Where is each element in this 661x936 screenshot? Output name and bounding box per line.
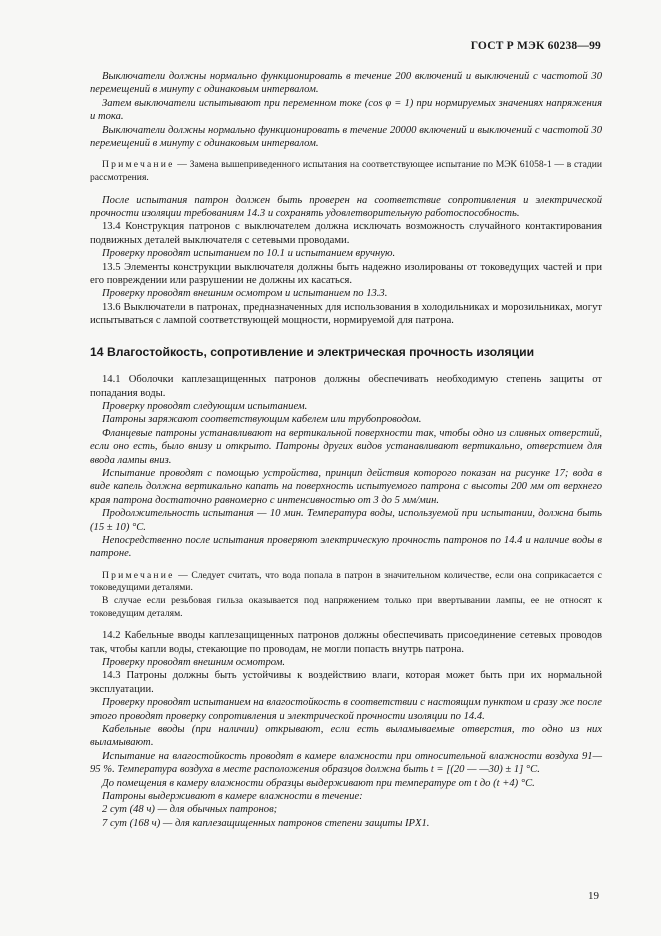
paragraph: Испытание проводят с помощью устройства, принцип действия которого показан на рисунке 17; вода в виде капель должна вертикально капать на поверхность испытуемого патрона с высоты 200 мм от верхнего края патрона достаточно равномерно с интенсивностью от 3 до 5 мм/мин. <box>90 467 602 506</box>
note <box>90 159 602 184</box>
paragraph: 13.4 Конструкция патронов с выключателем должна исключать возможность случайного контактирования подвижных деталей выключателя с сетевыми проводами. <box>90 221 602 246</box>
section-heading: 14 Влагостойкость, сопротивление и электрическая прочность изоляции <box>90 344 535 359</box>
note <box>90 570 602 595</box>
note-text: — Замена вышеприведенного испытания на соответствующее испытание по МЭК 61058-1 — в стадии рассмотрения. <box>90 159 602 184</box>
paragraph: Патроны заряжают соответствующим кабелем или трубопроводом. <box>102 414 422 426</box>
paragraph: Непосредственно после испытания проверяют электрическую прочность патронов по 14.4 и наличие воды в патроне. <box>90 534 602 560</box>
paragraph: Кабельные вводы (при наличии) открывают, если есть выламываемые отверстия, то одно из них выламывают. <box>90 724 602 749</box>
paragraph: Выключатели должны нормально функционировать в течение 20000 включений и выключений с частотой 30 перемещений в минуту с одинаковым интервалом. <box>90 124 602 150</box>
paragraph: Затем выключатели испытывают при переменном токе (cos φ = 1) при нормируемых значениях напряжения и тока. <box>90 97 602 123</box>
note-text: В случае если резьбовая гильза оказывается под напряжением только при ввертывании лампы, ее не относят к токоведущим деталям. <box>90 594 602 619</box>
paragraph: До помещения в камеру влажности образцы выдерживают при температуре от t до (t +4) °С. <box>102 777 535 789</box>
paragraph: Проверку проводят испытанием на влагостойкость в соответствии с настоящим пунктом и сразу же после этого проводят проверку сопротивления и электрической прочности изоляции по 14.4. <box>90 697 602 722</box>
note-label: Примечание <box>102 159 175 171</box>
paragraph: 14.3 Патроны должны быть устойчивы к воздействию влаги, которая может быть при их нормальной эксплуатации. <box>90 670 602 695</box>
paragraph: Выключатели должны нормально функционировать в течение 200 включений и выключений с частотой 30 перемещений в минуту с одинаковым интервалом. <box>90 71 602 96</box>
paragraph: 13.5 Элементы конструкции выключателя должны быть надежно изолированы от токоведущих частей и при его повреждении или разрушении не должны их касаться. <box>90 261 602 287</box>
paragraph: Фланцевые патроны устанавливают на вертикальной поверхности так, чтобы одно из сливных отверстий, если оно есть, было внизу и открыто. Патроны других видов устанавливают вертикально, отверстием для ввода лампы вниз. <box>90 427 602 466</box>
paragraph: 14.1 Оболочки каплезащищенных патронов должны обеспечивать необходимую степень защиты от попадания воды. <box>90 374 602 399</box>
page-body <box>90 70 602 830</box>
paragraph: Проверку проводят испытанием по 10.1 и испытанием вручную. <box>102 248 396 260</box>
paragraph: После испытания патрон должен быть проверен на соответствие сопротивления и электрической прочности изоляции требованиям 14.3 и сохранять удовлетворительную работоспособность. <box>90 194 602 220</box>
paragraph: Испытание на влагостойкость проводят в камере влажности при относительной влажности воздуха 91—95 %. Температура воздуха в месте расположения образцов должна быть t = [(20 — —30) ± 1] °С. <box>90 750 602 776</box>
paragraph: 2 сут (48 ч) — для обычных патронов; <box>102 804 278 816</box>
paragraph: Проверку проводят внешним осмотром и испытанием по 13.3. <box>102 288 388 300</box>
note-label: Примечание <box>102 569 175 581</box>
paragraph: Проверку проводят внешним осмотром. <box>102 656 286 668</box>
paragraph: 14.2 Кабельные вводы каплезащищенных патронов должны обеспечивать присоединение сетевых проводов так, чтобы капли воды, стекающие по проводам, не могли попасть внутрь патрона. <box>90 630 602 655</box>
paragraph: Патроны выдерживают в камере влажности в течение: <box>102 791 363 803</box>
paragraph: Продолжительность испытания — 10 мин. Температура воды, используемой при испытании, должна быть (15 ± 10) °С. <box>90 508 602 533</box>
paragraph: 13.6 Выключатели в патронах, предназначенных для использования в холодильниках и морозильниках, могут испытываться с лампой соответствующей мощности, нормируемой для патрона. <box>90 301 602 327</box>
paragraph: 7 сут (168 ч) — для каплезащищенных патронов степени защиты IPX1. <box>102 817 430 829</box>
note-text: — Следует считать, что вода попала в патрон в значительном количестве, если она соприкасается с токоведущими деталями. <box>90 569 602 594</box>
paragraph: Проверку проводят следующим испытанием. <box>102 400 308 412</box>
page-header: ГОСТ Р МЭК 60238—99 <box>470 40 601 52</box>
page-number: 19 <box>588 890 599 902</box>
